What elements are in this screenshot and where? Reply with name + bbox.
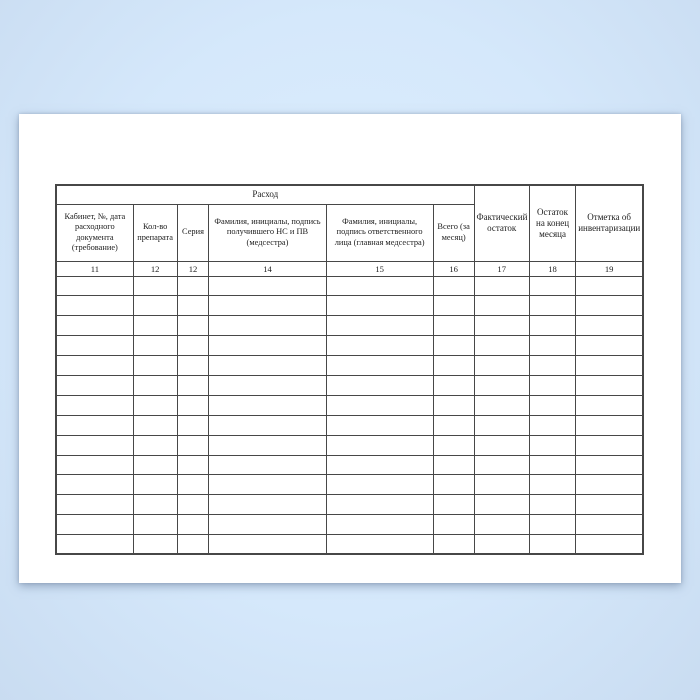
empty-cell — [56, 515, 133, 535]
empty-cell — [474, 395, 529, 415]
empty-cell — [433, 515, 474, 535]
empty-cell — [177, 495, 209, 515]
empty-cell — [177, 535, 209, 555]
empty-cell — [177, 276, 209, 296]
empty-cell — [209, 375, 326, 395]
empty-cell — [576, 296, 643, 316]
empty-data-row — [56, 276, 643, 296]
empty-cell — [56, 375, 133, 395]
empty-cell — [576, 276, 643, 296]
table-body — [56, 276, 643, 554]
empty-cell — [133, 435, 177, 455]
empty-cell — [326, 296, 433, 316]
empty-data-row — [56, 415, 643, 435]
empty-cell — [133, 336, 177, 356]
empty-data-row — [56, 535, 643, 555]
empty-cell — [474, 316, 529, 336]
column-number: 12 — [133, 261, 177, 276]
empty-cell — [433, 356, 474, 376]
empty-cell — [433, 296, 474, 316]
empty-cell — [326, 375, 433, 395]
empty-cell — [474, 375, 529, 395]
empty-cell — [56, 535, 133, 555]
column-number: 17 — [474, 261, 529, 276]
empty-cell — [474, 455, 529, 475]
empty-data-row — [56, 375, 643, 395]
column-number: 19 — [576, 261, 643, 276]
column-header-cabinet-doc: Кабинет, №, дата расходного документа (требование) — [56, 204, 133, 261]
column-header-drug-qty: Кол-во препарата — [133, 204, 177, 261]
empty-cell — [209, 435, 326, 455]
empty-cell — [433, 395, 474, 415]
empty-cell — [433, 375, 474, 395]
empty-data-row — [56, 495, 643, 515]
empty-cell — [177, 455, 209, 475]
empty-cell — [433, 475, 474, 495]
empty-cell — [56, 276, 133, 296]
empty-cell — [474, 435, 529, 455]
empty-cell — [529, 515, 575, 535]
empty-cell — [326, 395, 433, 415]
empty-cell — [474, 415, 529, 435]
empty-cell — [209, 395, 326, 415]
empty-cell — [133, 395, 177, 415]
empty-cell — [433, 336, 474, 356]
empty-cell — [177, 336, 209, 356]
empty-cell — [56, 296, 133, 316]
empty-cell — [576, 535, 643, 555]
empty-data-row — [56, 455, 643, 475]
empty-data-row — [56, 316, 643, 336]
column-number: 12 — [177, 261, 209, 276]
empty-cell — [177, 356, 209, 376]
empty-cell — [133, 276, 177, 296]
empty-cell — [56, 395, 133, 415]
empty-data-row — [56, 336, 643, 356]
empty-cell — [177, 395, 209, 415]
empty-cell — [529, 276, 575, 296]
empty-cell — [209, 316, 326, 336]
empty-data-row — [56, 475, 643, 495]
empty-cell — [433, 415, 474, 435]
register-table — [55, 184, 644, 555]
column-number-row — [56, 261, 643, 276]
empty-cell — [177, 375, 209, 395]
column-number: 15 — [326, 261, 433, 276]
empty-cell — [209, 336, 326, 356]
empty-cell — [326, 475, 433, 495]
empty-cell — [56, 455, 133, 475]
empty-cell — [177, 316, 209, 336]
empty-cell — [529, 495, 575, 515]
empty-cell — [326, 316, 433, 336]
empty-cell — [576, 316, 643, 336]
empty-cell — [209, 415, 326, 435]
column-header-month-end-balance: Остаток на конец месяца — [529, 185, 575, 261]
document-sheet — [19, 114, 681, 583]
empty-cell — [576, 415, 643, 435]
empty-cell — [576, 455, 643, 475]
empty-cell — [209, 535, 326, 555]
empty-cell — [177, 296, 209, 316]
empty-cell — [56, 495, 133, 515]
empty-cell — [433, 435, 474, 455]
empty-cell — [56, 316, 133, 336]
empty-cell — [326, 515, 433, 535]
empty-cell — [326, 336, 433, 356]
empty-cell — [576, 475, 643, 495]
empty-cell — [576, 336, 643, 356]
column-header-inventory-mark: Отметка об инвентаризации — [576, 185, 643, 261]
column-header-responsible-signature: Фамилия, инициалы, подпись ответственного лица (главная медсестра) — [326, 204, 433, 261]
empty-cell — [433, 455, 474, 475]
empty-cell — [133, 356, 177, 376]
empty-cell — [56, 435, 133, 455]
empty-cell — [56, 475, 133, 495]
empty-cell — [177, 435, 209, 455]
empty-cell — [474, 515, 529, 535]
empty-cell — [576, 435, 643, 455]
empty-cell — [56, 356, 133, 376]
empty-cell — [474, 276, 529, 296]
column-number: 14 — [209, 261, 326, 276]
empty-cell — [133, 316, 177, 336]
empty-cell — [576, 395, 643, 415]
empty-cell — [433, 495, 474, 515]
empty-cell — [474, 336, 529, 356]
empty-cell — [133, 455, 177, 475]
empty-cell — [209, 475, 326, 495]
empty-cell — [209, 495, 326, 515]
empty-cell — [177, 415, 209, 435]
empty-cell — [209, 515, 326, 535]
empty-cell — [529, 475, 575, 495]
empty-data-row — [56, 395, 643, 415]
empty-cell — [433, 276, 474, 296]
empty-cell — [326, 495, 433, 515]
empty-data-row — [56, 435, 643, 455]
empty-cell — [474, 356, 529, 376]
empty-cell — [209, 455, 326, 475]
empty-cell — [474, 475, 529, 495]
empty-cell — [133, 415, 177, 435]
empty-cell — [433, 316, 474, 336]
column-number: 18 — [529, 261, 575, 276]
empty-cell — [209, 296, 326, 316]
empty-cell — [529, 415, 575, 435]
empty-cell — [326, 535, 433, 555]
empty-cell — [529, 535, 575, 555]
column-number: 11 — [56, 261, 133, 276]
empty-data-row — [56, 356, 643, 376]
empty-cell — [177, 515, 209, 535]
empty-cell — [326, 435, 433, 455]
empty-cell — [529, 316, 575, 336]
empty-cell — [529, 336, 575, 356]
empty-cell — [177, 475, 209, 495]
empty-cell — [529, 356, 575, 376]
column-header-receiver-signature: Фамилия, инициалы, подпись получившего НС и ПВ (медсестра) — [209, 204, 326, 261]
empty-cell — [576, 515, 643, 535]
empty-cell — [576, 495, 643, 515]
empty-cell — [474, 535, 529, 555]
table-header — [56, 185, 643, 276]
empty-cell — [576, 356, 643, 376]
empty-cell — [133, 495, 177, 515]
empty-cell — [209, 356, 326, 376]
empty-cell — [326, 276, 433, 296]
empty-cell — [529, 296, 575, 316]
empty-cell — [133, 535, 177, 555]
empty-cell — [133, 296, 177, 316]
empty-cell — [326, 455, 433, 475]
empty-cell — [474, 296, 529, 316]
empty-cell — [326, 356, 433, 376]
empty-cell — [529, 435, 575, 455]
column-number: 16 — [433, 261, 474, 276]
group-header-row — [56, 185, 643, 204]
empty-cell — [529, 455, 575, 475]
empty-cell — [209, 276, 326, 296]
empty-cell — [56, 415, 133, 435]
empty-cell — [529, 375, 575, 395]
empty-data-row — [56, 515, 643, 535]
empty-cell — [133, 375, 177, 395]
empty-cell — [433, 535, 474, 555]
empty-cell — [529, 395, 575, 415]
empty-cell — [474, 495, 529, 515]
column-header-month-total: Всего (за месяц) — [433, 204, 474, 261]
column-header-fact-balance: Фактический остаток — [474, 185, 529, 261]
group-header-cell: Расход — [56, 185, 474, 204]
empty-cell — [133, 475, 177, 495]
column-header-series: Серия — [177, 204, 209, 261]
empty-cell — [326, 415, 433, 435]
empty-cell — [576, 375, 643, 395]
empty-cell — [56, 336, 133, 356]
empty-data-row — [56, 296, 643, 316]
empty-cell — [133, 515, 177, 535]
